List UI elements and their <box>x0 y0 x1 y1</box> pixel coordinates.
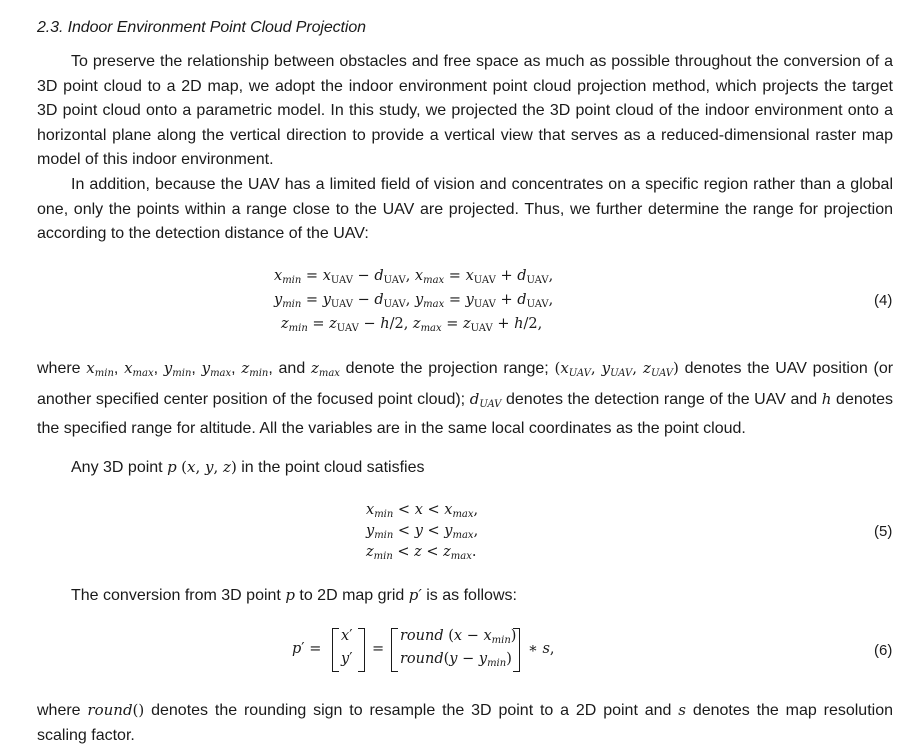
eq5-line3: $z_{min} < z < z_{max}$. <box>366 544 477 562</box>
eq4-number: (4) <box>874 292 893 309</box>
eq4-line3: $z_{min} = z_{UAV} - h/2$, $z_{max} = z_{UAV} + h/2$, <box>281 316 543 334</box>
section-heading: 2.3. Indoor Environment Point Cloud Projection <box>37 19 366 36</box>
eq6-bracket-left-2 <box>391 628 398 672</box>
paragraph-intro: To preserve the relationship between obstacles and free space as much as possible throughout the conversion of a 3D point cloud to a 2D map, we adopt the indoor environment point cloud projection method, which projects the target 3D point cloud onto a parametric model. In this study, we projected the 3D point cloud of the indoor environment onto a horizontal plane along the vertical direction to provide a vertical view that serves as a reduced-dimensional raster map model of this indoor environment. <box>37 53 893 168</box>
eq6-equals: = <box>372 641 385 657</box>
eq5-number: (5) <box>874 523 893 540</box>
paragraph-point: Any 3D point p (x, y, z) in the point cloud satisfies <box>71 458 425 476</box>
eq6-bracket-left-1 <box>332 628 339 672</box>
eq6-lhs: p′ = <box>292 641 322 657</box>
paragraph-conversion: The conversion from 3D point p to 2D map grid p′ is as follows: <box>71 586 517 604</box>
paragraph-variables: where $x_{min}$, $x_{max}$, $y_{min}$, $y_{max}$, $z_{min}$, and $z_{max}$ denote the projection range; ($x_{UAV}$, $y_{UAV}$, $z_{UAV}$) denotes the UAV position (or another specified center position of the focused point cloud); $d_{UAV}$ denotes the detection range of the UAV and h denotes the specified range for altitude. All the variables are in the same local coordinates as the point cloud. <box>37 359 894 437</box>
eq6-rhs-bot: round(y − $y_{min}$) <box>400 651 512 669</box>
eq5-line2: $y_{min} < y < y_{max}$, <box>366 523 479 541</box>
eq6-rhs-top: round $(x - x_{min})$ <box>400 628 517 646</box>
eq6-vec-bot: y′ <box>341 651 353 667</box>
eq5-line1: $x_{min} < x < x_{max}$, <box>366 502 479 520</box>
eq6-tail: ∗ s, <box>528 641 555 657</box>
paragraph-range: In addition, because the UAV has a limited field of vision and concentrates on a specific region rather than a global one, only the points within a range close to the UAV are projected. Thus, we further determine the range for projection according to the detection distance of the UAV: <box>37 176 893 242</box>
eq4-line2: $y_{min} = y_{UAV} - d_{UAV}$, $y_{max} = y_{UAV} + d_{UAV}$, <box>274 292 554 310</box>
paragraph-rounding: where round() denotes the rounding sign to resample the 3D point to a 2D point and s denotes the map resolution scaling factor. <box>37 701 894 744</box>
eq6-number: (6) <box>874 642 893 659</box>
eq4-line1: $x_{min} = x_{UAV} - d_{UAV}$, $x_{max} = x_{UAV} + d_{UAV}$, <box>274 268 554 286</box>
eq6-bracket-right-2 <box>513 628 520 672</box>
eq6-bracket-right-1 <box>358 628 365 672</box>
eq6-vec-top: x′ <box>341 628 353 644</box>
